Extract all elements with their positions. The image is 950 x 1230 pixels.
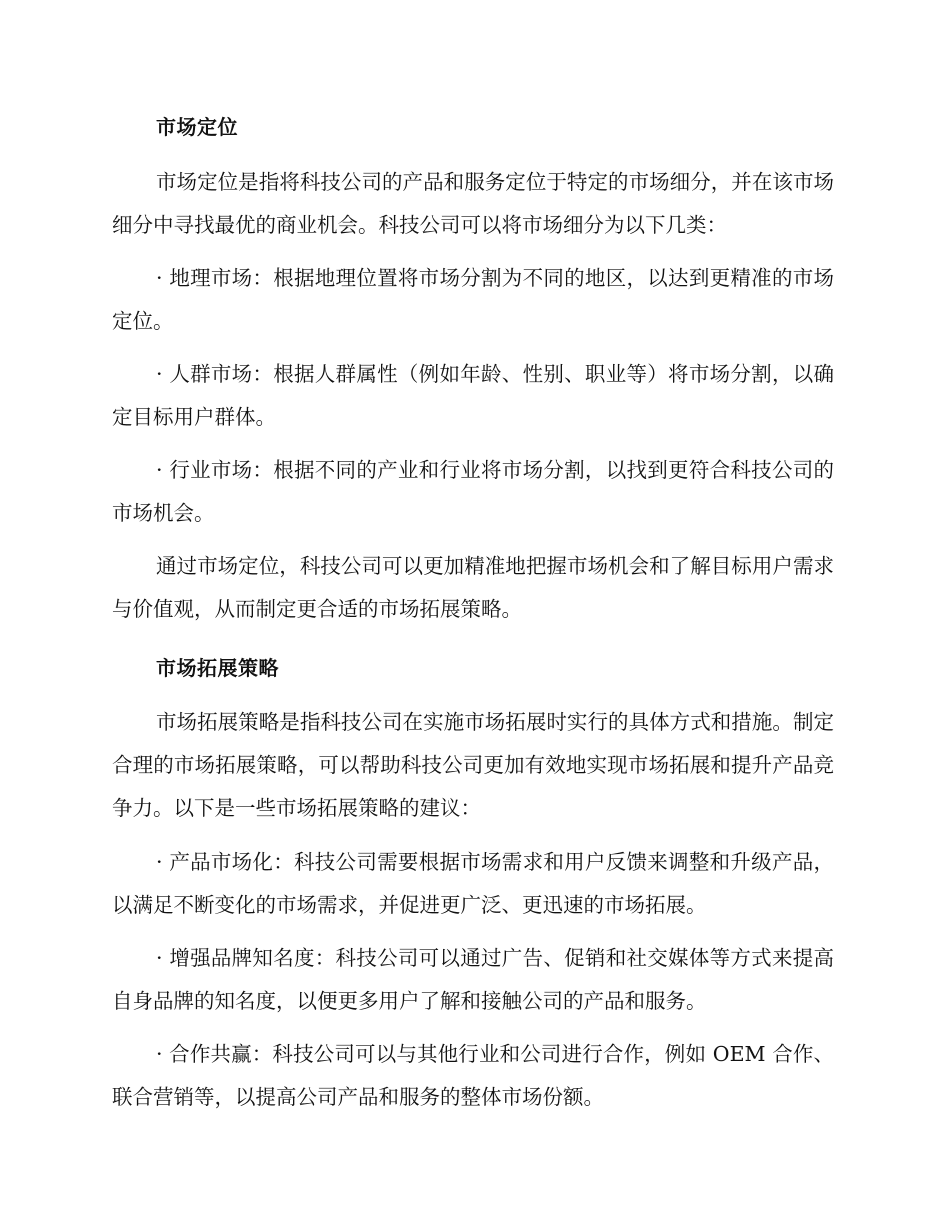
paragraph-positioning-intro: 市场定位是指将科技公司的产品和服务定位于特定的市场细分，并在该市场细分中寻找最优的商业机会。科技公司可以将市场细分为以下几类： [112,170,834,237]
section-heading-expansion-strategy: 市场拓展策略 [156,656,279,680]
paragraph-strategy-intro: 市场拓展策略是指科技公司在实施市场拓展时实行的具体方式和措施。制定合理的市场拓展策略，可以帮助科技公司更加有效地实现市场拓展和提升产品竞争力。以下是一些市场拓展策略的建议： [112,710,834,820]
bullet-product-marketization: · 产品市场化：科技公司需要根据市场需求和用户反馈来调整和升级产品，以满足不断变化的市场需求，并促进更广泛、更迅速的市场拓展。 [112,850,834,917]
bullet-brand-awareness: · 增强品牌知名度：科技公司可以通过广告、促销和社交媒体等方式来提高自身品牌的知名度，以便更多用户了解和接触公司的产品和服务。 [112,946,834,1013]
bullet-geographic-market: · 地理市场：根据地理位置将市场分割为不同的地区，以达到更精准的市场定位。 [112,266,834,333]
bullet-demographic-market: · 人群市场：根据人群属性（例如年龄、性别、职业等）将市场分割，以确定目标用户群体。 [112,362,834,429]
bullet-cooperation: · 合作共赢：科技公司可以与其他行业和公司进行合作，例如 OEM 合作、联合营销等，以提高公司产品和服务的整体市场份额。 [112,1042,834,1109]
section-heading-market-positioning: 市场定位 [156,115,238,139]
paragraph-positioning-summary: 通过市场定位，科技公司可以更加精准地把握市场机会和了解目标用户需求与价值观，从而制定更合适的市场拓展策略。 [112,554,834,621]
bullet-industry-market: · 行业市场：根据不同的产业和行业将市场分割，以找到更符合科技公司的市场机会。 [112,458,834,525]
